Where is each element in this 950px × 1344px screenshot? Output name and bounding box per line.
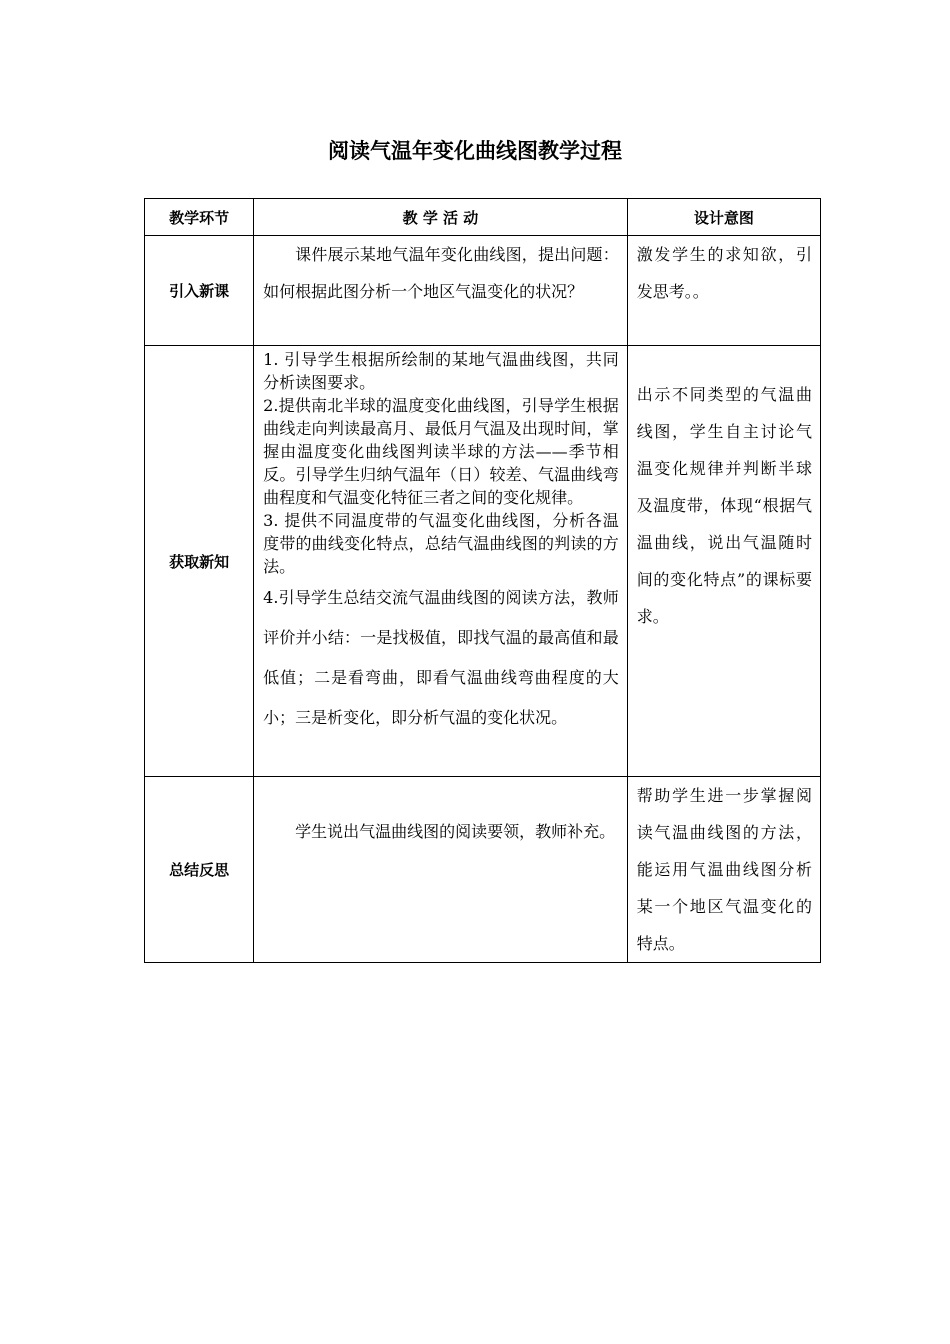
header-intent: 设计意图 [627,199,820,236]
activity-item: 3. 提供不同温度带的气温变化曲线图，分析各温度带的曲线变化特点，总结气温曲线图的判读的方法。 [263,511,619,576]
activity-cell [254,236,628,346]
activity-item: 2.提供南北半球的温度变化曲线图，引导学生根据曲线走向判读最高月、最低月气温及出现时间，掌握由温度变化曲线图判读半球的方法——季节相反。引导学生归纳气温年（日）较差、气温曲线弯曲程度和气温变化特征三者之间的变化规律。 [263,396,619,507]
intent-cell [627,236,820,346]
intent-text: 帮助学生进一步掌握阅读气温曲线图的方法，能运用气温曲线图分析某一个地区气温变化的特点。 [636,786,812,953]
activity-item: 4.引导学生总结交流气温曲线图的阅读方法，教师评价并小结：一是找极值，即找气温的最高值和最低值；二是看弯曲，即看气温曲线弯曲程度的大小；三是析变化，即分析气温的变化状况。 [263,588,619,727]
table-row [145,777,821,963]
activity-item: 1. 引导学生根据所绘制的某地气温曲线图，共同分析读图要求。 [263,350,619,392]
teaching-process-table [144,198,821,963]
table-header-row [145,199,821,236]
stage-cell: 引入新课 [145,236,254,346]
header-stage: 教学环节 [145,199,254,236]
header-activity: 教 学 活 动 [254,199,628,236]
activity-cell [254,777,628,963]
intent-cell [627,777,820,963]
page-title: 阅读气温年变化曲线图教学过程 [328,139,622,163]
stage-cell: 获取新知 [145,346,254,777]
stage-cell: 总结反思 [145,777,254,963]
intent-cell [627,346,820,777]
activity-text: 学生说出气温曲线图的阅读要领，教师补充。 [295,822,616,841]
table-row [145,346,821,777]
intent-text: 激发学生的求知欲，引发思考。。 [636,245,812,301]
activity-text: 课件展示某地气温年变化曲线图，提出问题：如何根据此图分析一个地区气温变化的状况？ [263,245,619,301]
activity-list [254,346,627,738]
table-row [145,236,821,346]
activity-cell [254,346,628,777]
intent-text: 出示不同类型的气温曲线图，学生自主讨论气温变化规律并判断半球及温度带，体现“根据气温曲线，说出气温随时间的变化特点”的课标要求。 [636,385,812,626]
